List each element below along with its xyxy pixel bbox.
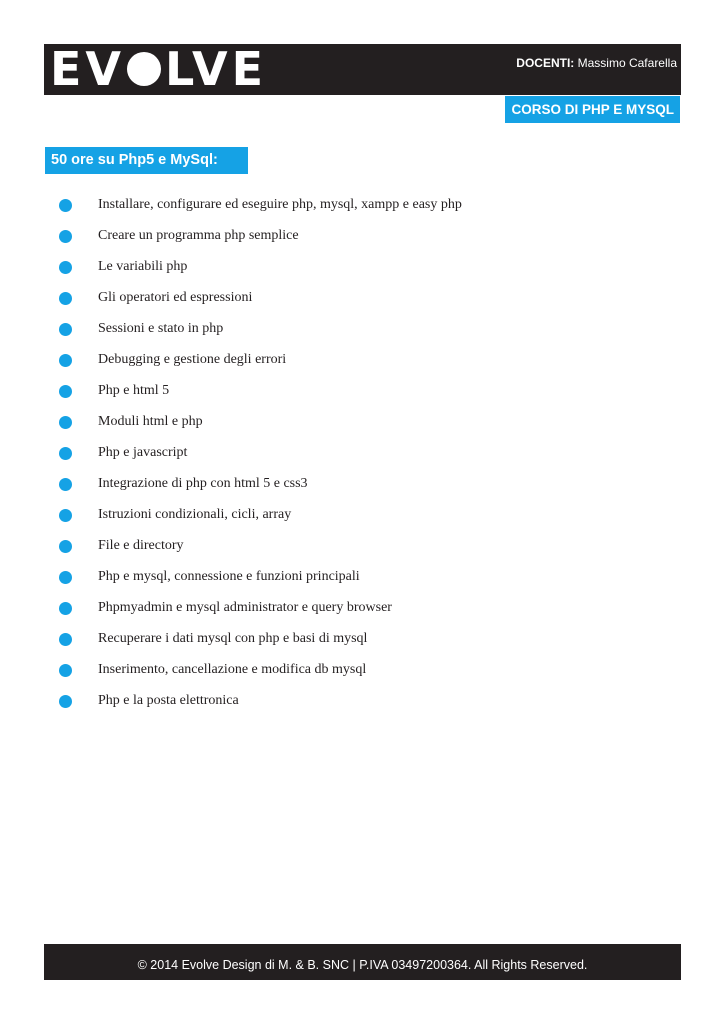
topic-text: Php e html 5 (98, 383, 170, 398)
topic-text: Sessioni e stato in php (98, 321, 224, 336)
section-title: 50 ore su Php5 e MySql: (45, 147, 248, 174)
bullet-icon (59, 354, 72, 367)
list-item (0, 686, 725, 717)
list-item (0, 283, 725, 314)
list-item (0, 190, 725, 221)
list-item (0, 345, 725, 376)
footer-copyright: © 2014 Evolve Design di M. & B. SNC | P.IVA 03497200364. All Rights Reserved. (137, 958, 588, 972)
bullet-icon (59, 230, 72, 243)
bullet-icon (59, 540, 72, 553)
footer-bar (44, 944, 681, 980)
topic-text: Istruzioni condizionali, cicli, array (98, 507, 292, 522)
list-item (0, 593, 725, 624)
topic-text: Php e la posta elettronica (98, 693, 239, 708)
bullet-icon (59, 292, 72, 305)
list-item (0, 252, 725, 283)
bullet-icon (59, 664, 72, 677)
bullet-icon (59, 633, 72, 646)
bullet-icon (59, 416, 72, 429)
docenti-label: DOCENTI: (516, 56, 575, 70)
list-item (0, 407, 725, 438)
topic-text: Phpmyadmin e mysql administrator e query browser (98, 600, 392, 615)
topic-text: Gli operatori ed espressioni (98, 290, 253, 305)
logo-text-right: LVE (165, 42, 268, 96)
docenti-name: Massimo Cafarella (577, 56, 677, 70)
list-item (0, 376, 725, 407)
topic-text: Integrazione di php con html 5 e css3 (98, 476, 308, 491)
topic-text: Inserimento, cancellazione e modifica db mysql (98, 662, 367, 677)
bullet-icon (59, 385, 72, 398)
topic-text: Recuperare i dati mysql con php e basi di mysql (98, 631, 368, 646)
topic-text: File e directory (98, 538, 184, 553)
bullet-icon (59, 695, 72, 708)
topic-text: Php e javascript (98, 445, 188, 460)
list-item (0, 624, 725, 655)
list-item (0, 438, 725, 469)
bullet-icon (59, 447, 72, 460)
bullet-icon (59, 323, 72, 336)
list-item (0, 562, 725, 593)
list-item (0, 469, 725, 500)
bullet-icon (59, 509, 72, 522)
evolve-logo (50, 42, 268, 96)
bullet-icon (59, 571, 72, 584)
bullet-icon (59, 602, 72, 615)
topic-text: Creare un programma php semplice (98, 228, 299, 243)
course-title-badge: CORSO DI PHP E MYSQL (505, 96, 680, 123)
topic-text: Moduli html e php (98, 414, 203, 429)
logo-dot-icon (127, 52, 161, 86)
docenti-info (516, 56, 677, 70)
topic-text: Le variabili php (98, 259, 188, 274)
bullet-icon (59, 261, 72, 274)
logo-text-left: EV (50, 42, 126, 96)
list-item (0, 221, 725, 252)
topic-text: Php e mysql, connessione e funzioni principali (98, 569, 360, 584)
list-item (0, 655, 725, 686)
list-item (0, 531, 725, 562)
topic-text: Debugging e gestione degli errori (98, 352, 287, 367)
topic-text: Installare, configurare ed eseguire php, mysql, xampp e easy php (98, 197, 462, 212)
bullet-icon (59, 199, 72, 212)
bullet-icon (59, 478, 72, 491)
list-item (0, 500, 725, 531)
list-item (0, 314, 725, 345)
